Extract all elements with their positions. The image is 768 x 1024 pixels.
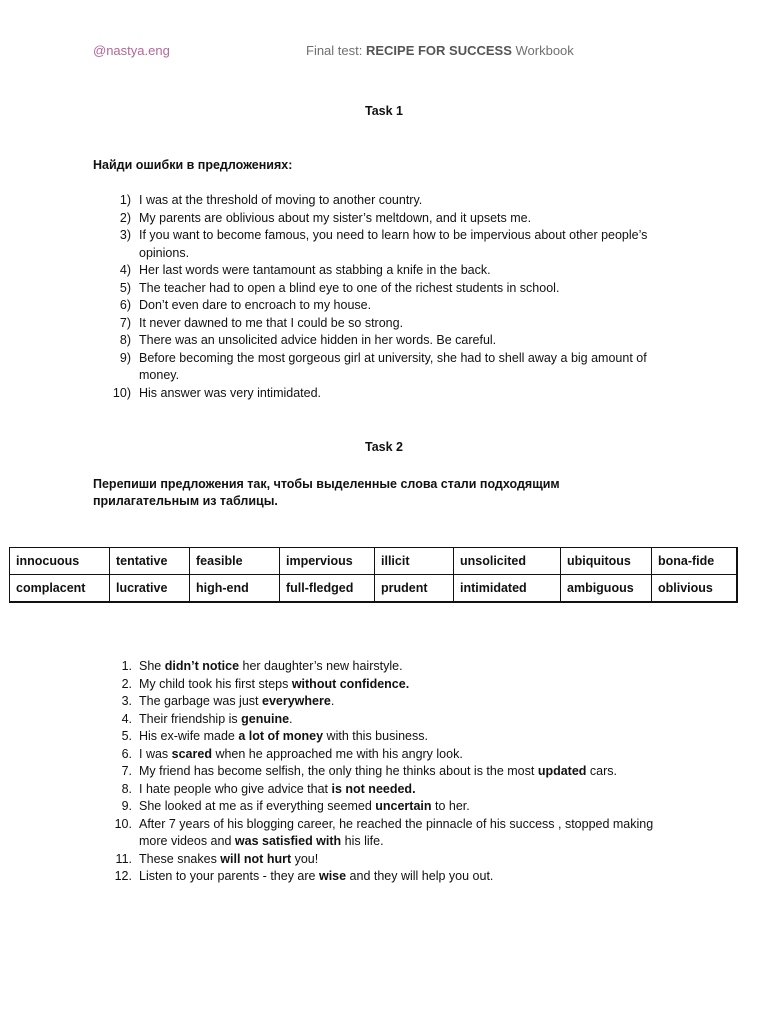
task2-item [0, 746, 684, 764]
item-highlight: scared [171, 746, 212, 761]
task1-sentence-list [0, 192, 768, 402]
table-cell: bona-fide [652, 548, 737, 575]
item-text-after: to her. [431, 799, 470, 813]
item-text-after: . [330, 694, 335, 708]
item-text-before: She [139, 659, 165, 673]
item-number: 2) [119, 210, 131, 225]
item-number: 5. [121, 729, 132, 743]
item-number: 6) [119, 298, 131, 312]
task1-item [0, 315, 684, 333]
item-number: 7. [121, 764, 132, 778]
item-text: The teacher had to open a blind eye to one of the richest students in school. [139, 280, 560, 295]
item-text-after: cars. [586, 764, 617, 778]
item-text-before: Listen to your parents - they are [139, 869, 319, 883]
table-cell: prudent [375, 575, 454, 603]
item-highlight: uncertain [375, 799, 432, 813]
brand-handle: @nastya.eng [93, 43, 170, 58]
table-cell: high-end [190, 575, 280, 603]
task1-instruction: Найди ошибки в предложениях: [93, 158, 293, 172]
item-text-after: . [289, 711, 293, 726]
table-row [10, 575, 737, 603]
task2-item [0, 763, 684, 781]
task2-item [0, 676, 684, 694]
item-text-after: you! [291, 851, 319, 866]
table-cell: tentative [110, 548, 190, 575]
item-highlight: didn’t notice [164, 659, 240, 673]
table-cell: intimidated [454, 575, 561, 603]
item-text-after: his life. [341, 834, 384, 848]
item-text: I was at the threshold of moving to another country. [139, 193, 423, 207]
task2-instruction: Перепиши предложения так, чтобы выделенные слова стали подходящим прилагательным из таблицы. [93, 477, 560, 508]
item-number: 4) [119, 263, 131, 277]
item-number: 6. [121, 746, 132, 761]
title-suffix: Workbook [511, 43, 574, 58]
task1-item [0, 280, 684, 298]
item-text-before: My friend has become selfish, the only thing he thinks about is the most [139, 764, 538, 778]
task2-item [0, 711, 684, 729]
task2-item [0, 693, 684, 711]
table-cell: unsolicited [454, 548, 561, 575]
task2-item [0, 851, 684, 869]
title-prefix: Final test: [306, 43, 366, 58]
item-text-before: My child took his first steps [139, 676, 292, 691]
item-number: 9) [119, 350, 131, 365]
item-highlight: without confidence. [291, 676, 410, 691]
item-number: 10. [114, 816, 132, 831]
item-text: It never dawned to me that I could be so strong. [139, 315, 404, 330]
item-text-after: when he approached me with his angry look. [211, 746, 463, 761]
item-text: His answer was very intimidated. [139, 385, 322, 400]
table-row [10, 548, 737, 575]
item-text-before: These snakes [139, 851, 221, 866]
item-text: Her last words were tantamount as stabbing a knife in the back. [139, 263, 491, 277]
item-text-after: and they will help you out. [346, 869, 494, 883]
item-number: 11. [115, 851, 132, 866]
item-number: 9. [121, 799, 132, 813]
task1-item [0, 350, 684, 385]
task2-item [0, 816, 684, 851]
item-number: 12. [114, 869, 132, 883]
table-cell: innocuous [10, 548, 110, 575]
table-cell: full-fledged [280, 575, 375, 603]
item-text: My parents are oblivious about my sister’s meltdown, and it upsets me. [139, 210, 532, 225]
task2-sentence-list [0, 658, 768, 886]
item-highlight: everywhere [262, 694, 331, 708]
item-text: Don’t even dare to encroach to my house. [139, 298, 372, 312]
item-text-before: Their friendship is [139, 711, 242, 726]
item-number: 2. [121, 676, 132, 691]
item-highlight: genuine [241, 711, 290, 726]
task1-title: Task 1 [365, 104, 403, 118]
table-cell: lucrative [110, 575, 190, 603]
task1-item [0, 227, 684, 262]
item-text-after: with this business. [323, 729, 428, 743]
item-highlight: updated [537, 764, 587, 778]
table-cell: ambiguous [561, 575, 652, 603]
table-cell: impervious [280, 548, 375, 575]
item-number: 1) [119, 193, 131, 207]
task2-item [0, 868, 684, 886]
adjective-table [9, 547, 738, 603]
item-highlight: will not hurt [220, 851, 292, 866]
task1-item [0, 262, 684, 280]
task1-item [0, 332, 684, 350]
item-text: If you want to become famous, you need to learn how to be impervious about other people’s opinions. [139, 228, 648, 260]
task1-item [0, 385, 684, 403]
table-cell: ubiquitous [561, 548, 652, 575]
task2-item [0, 658, 684, 676]
item-text-after: her daughter’s new hairstyle. [239, 659, 403, 673]
item-highlight: a lot of money [238, 729, 324, 743]
item-text-before: I hate people who give advice that [139, 781, 332, 796]
task2-item [0, 798, 684, 816]
task1-item [0, 210, 684, 228]
item-text: Before becoming the most gorgeous girl at university, she had to shell away a big amount of money. [139, 350, 647, 382]
task2-item [0, 781, 684, 799]
page-header [0, 43, 768, 63]
item-number: 1. [121, 659, 132, 673]
item-highlight: is not needed. [331, 781, 416, 796]
item-text-before: After 7 years of his blogging career, he reached the pinnacle of his success , stopped making more videos and [139, 816, 654, 848]
item-number: 3. [121, 694, 132, 708]
document-title [306, 43, 574, 58]
table-cell: illicit [375, 548, 454, 575]
table-cell: oblivious [652, 575, 737, 603]
task2-item [0, 728, 684, 746]
table-cell: feasible [190, 548, 280, 575]
item-text: There was an unsolicited advice hidden in her words. Be careful. [139, 333, 497, 347]
item-number: 4. [121, 711, 132, 726]
item-text-before: She looked at me as if everything seemed [139, 799, 376, 813]
item-number: 5) [119, 280, 131, 295]
item-highlight: was satisfied with [234, 834, 342, 848]
item-number: 7) [119, 315, 131, 330]
item-text-before: I was [139, 746, 172, 761]
item-text-before: The garbage was just [139, 694, 262, 708]
task1-item [0, 192, 684, 210]
item-number: 8) [119, 333, 131, 347]
item-number: 8. [121, 781, 132, 796]
task1-item [0, 297, 684, 315]
item-number: 10) [112, 385, 131, 400]
item-highlight: wise [318, 869, 347, 883]
title-bold: RECIPE FOR SUCCESS [365, 43, 512, 58]
item-text-before: His ex-wife made [139, 729, 239, 743]
task2-title: Task 2 [365, 440, 403, 454]
table-cell: complacent [10, 575, 110, 603]
item-number: 3) [119, 228, 131, 242]
